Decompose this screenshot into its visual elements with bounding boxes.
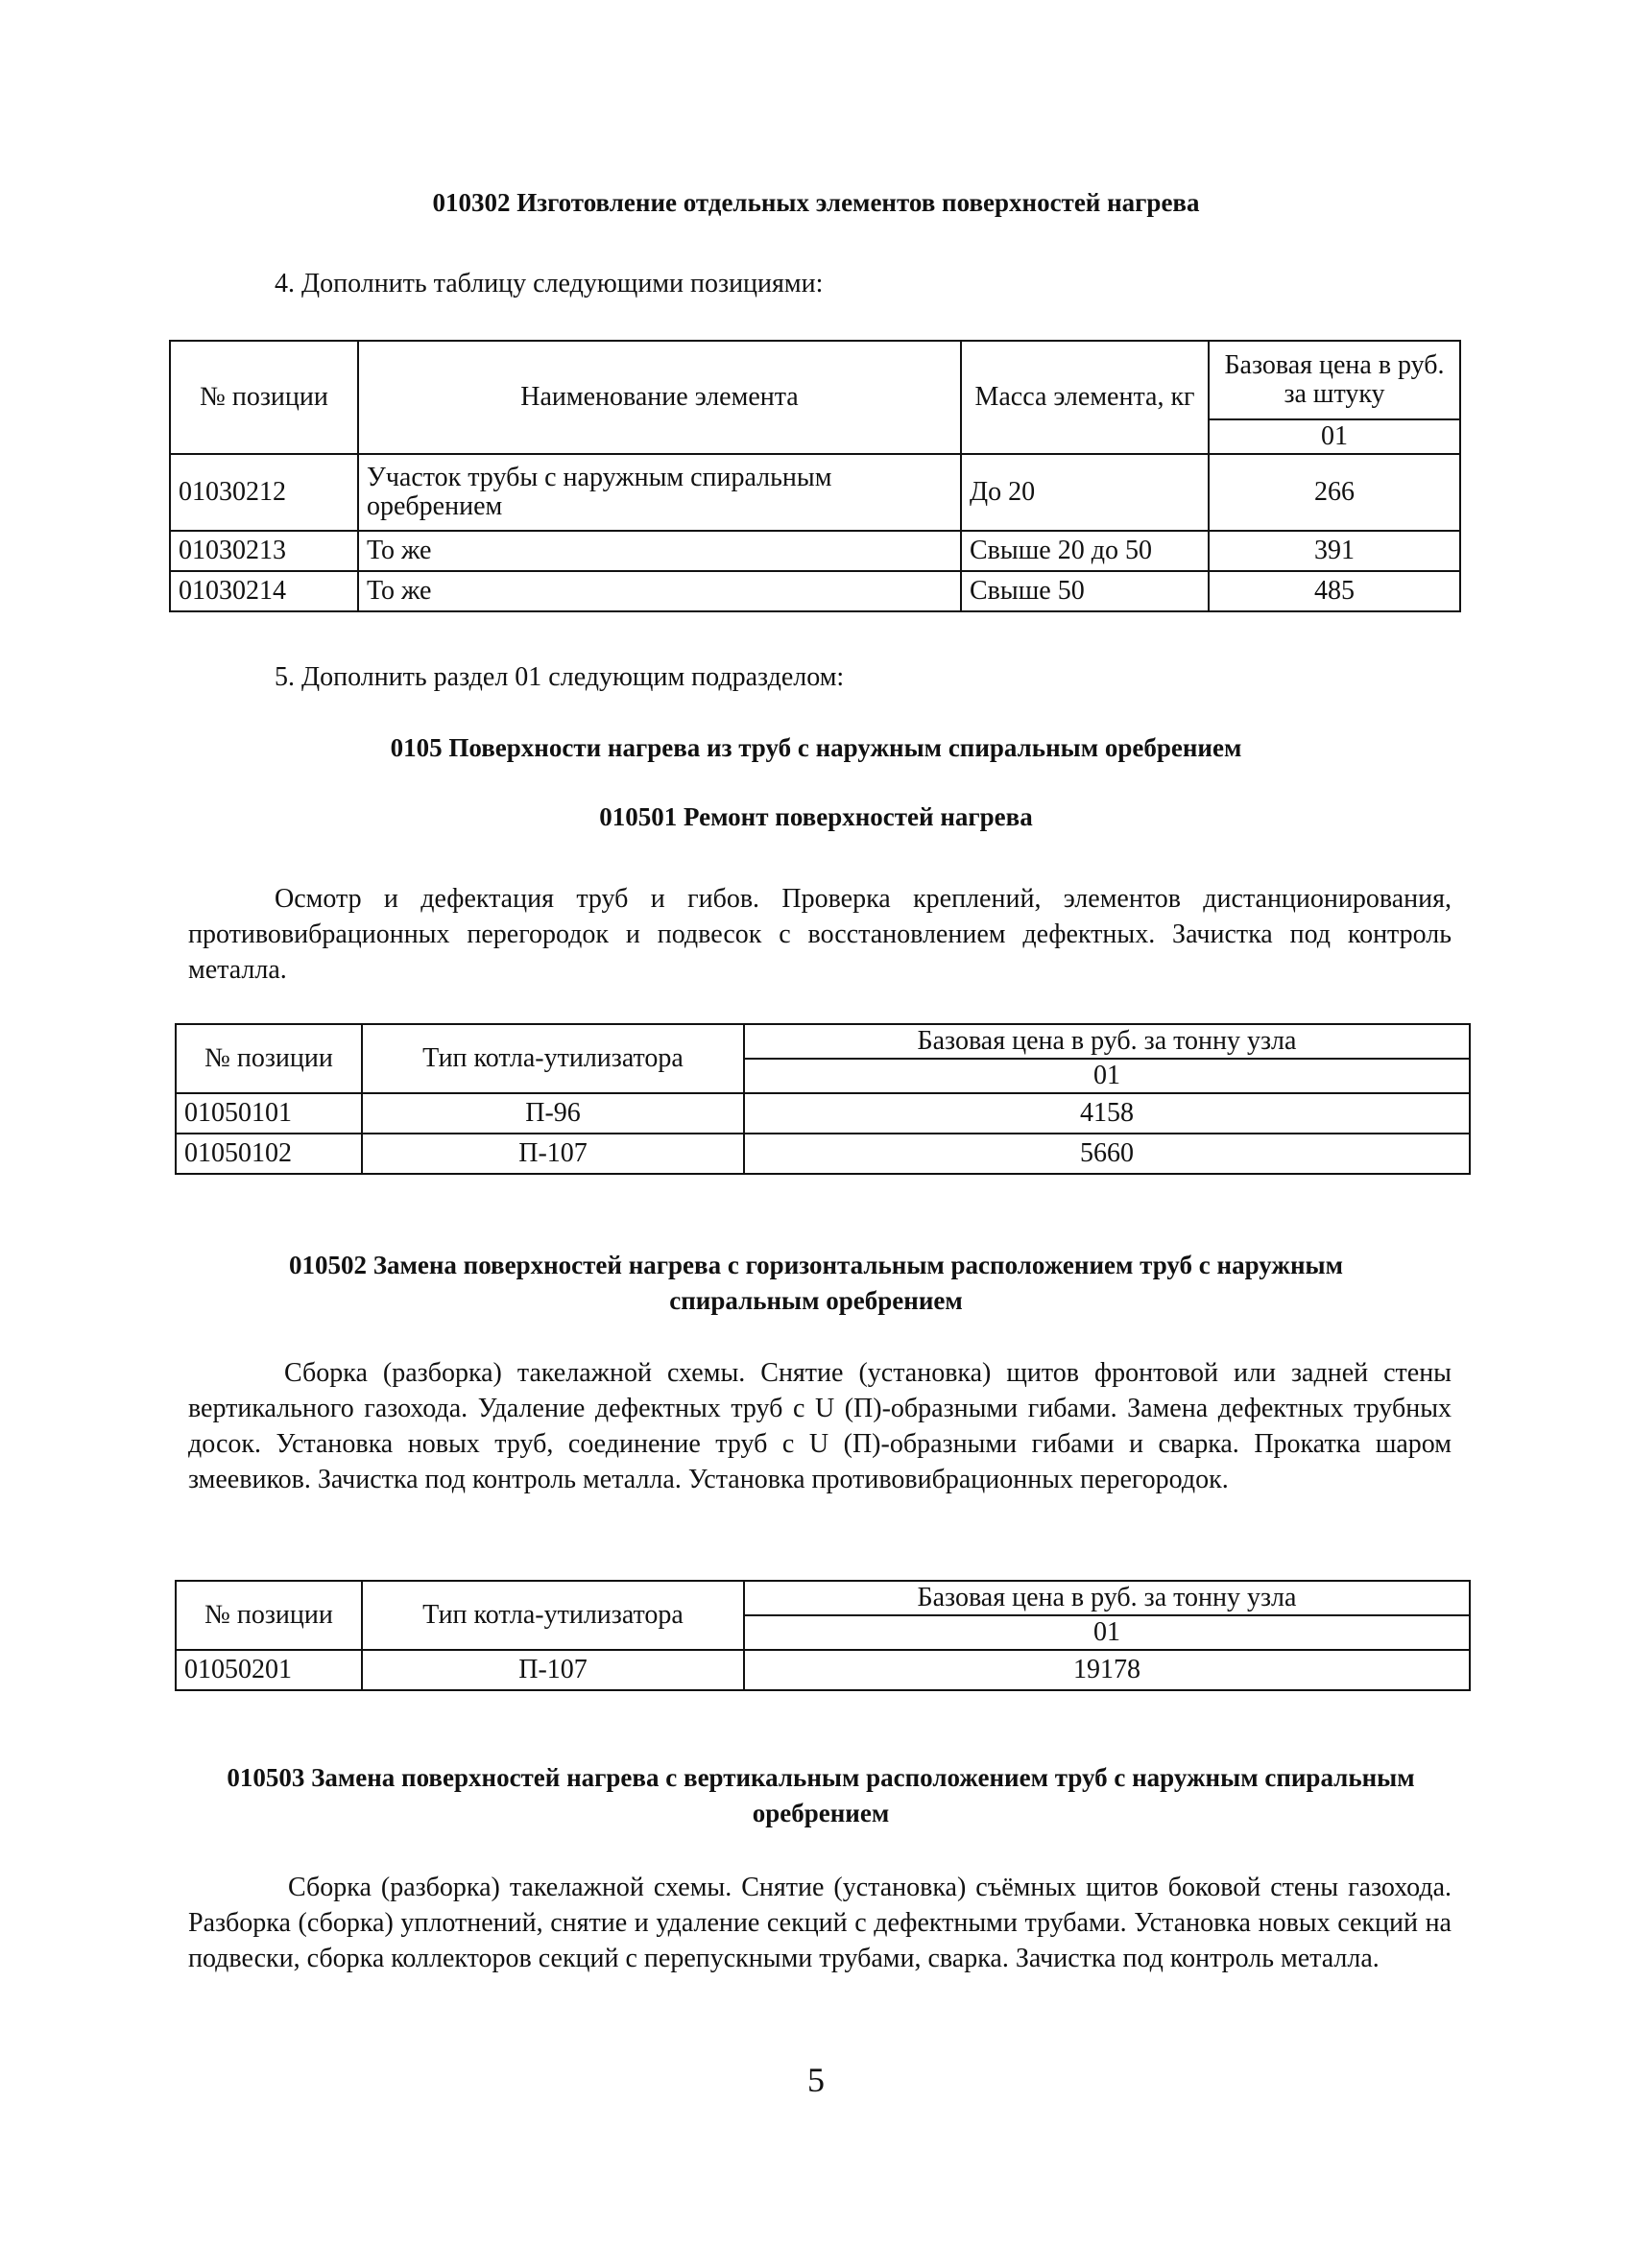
cell-boiler-type: П-107 xyxy=(362,1134,744,1174)
col-header-position: № позиции xyxy=(170,341,358,454)
cell-position: 01050201 xyxy=(176,1650,362,1690)
col-header-price: Базовая цена в руб. за тонну узла xyxy=(744,1581,1470,1615)
cell-mass: До 20 xyxy=(961,454,1209,531)
cell-price: 5660 xyxy=(744,1134,1470,1174)
cell-position: 01030214 xyxy=(170,571,358,611)
cell-price: 19178 xyxy=(744,1650,1470,1690)
cell-price: 4158 xyxy=(744,1093,1470,1134)
table-row xyxy=(176,1093,1470,1134)
cell-position: 01030212 xyxy=(170,454,358,531)
table-row xyxy=(176,1650,1470,1690)
cell-mass: Свыше 50 xyxy=(961,571,1209,611)
col-header-price-code: 01 xyxy=(744,1615,1470,1650)
col-header-price-code: 01 xyxy=(1209,419,1460,454)
section-heading-010302: 010302 Изготовление отдельных элементов поверхностей нагрева xyxy=(432,188,1200,217)
col-header-boiler-type: Тип котла-утилизатора xyxy=(362,1024,744,1093)
cell-boiler-type: П-107 xyxy=(362,1650,744,1690)
cell-element-name: Участок трубы с наружным спиральным оребрением xyxy=(358,454,961,531)
cell-boiler-type: П-96 xyxy=(362,1093,744,1134)
paragraph-010502: Сборка (разборка) такелажной схемы. Снятие (установка) щитов фронтовой или задней стены вертикального газохода. Удаление дефектных труб с U (П)-образными гибами. Замена дефектных трубных досок. Установка новых труб, соединение труб с U (П)-образными гибами и сварка. Прокатка шаром змеевиков. Зачистка под контроль металла. Установка противовибрационных перегородок. xyxy=(188,1358,1452,1494)
table-row xyxy=(176,1134,1470,1174)
paragraph-010501: Осмотр и дефектация труб и гибов. Проверка креплений, элементов дистанционирования, противовибрационных перегородок и подвесок с восстановлением дефектных. Зачистка под контроль металла. xyxy=(188,884,1452,985)
cell-mass: Свыше 20 до 50 xyxy=(961,531,1209,571)
col-header-position: № позиции xyxy=(176,1581,362,1650)
table-row xyxy=(170,454,1460,531)
instruction-item-4: 4. Дополнить таблицу следующими позициями: xyxy=(275,269,824,298)
page-number: 5 xyxy=(807,2061,825,2099)
cell-position: 01050101 xyxy=(176,1093,362,1134)
section-heading-010501: 010501 Ремонт поверхностей нагрева xyxy=(599,802,1033,831)
col-header-price: Базовая цена в руб. за тонну узла xyxy=(744,1024,1470,1059)
col-header-price-code: 01 xyxy=(744,1059,1470,1093)
col-header-boiler-type: Тип котла-утилизатора xyxy=(362,1581,744,1650)
table-row xyxy=(170,571,1460,611)
cell-price: 485 xyxy=(1209,571,1460,611)
col-header-position: № позиции xyxy=(176,1024,362,1093)
col-header-mass: Масса элемента, кг xyxy=(961,341,1209,454)
table-row xyxy=(170,531,1460,571)
table-elements xyxy=(169,340,1461,612)
table-repair-prices xyxy=(175,1023,1471,1175)
col-header-element-name: Наименование элемента xyxy=(358,341,961,454)
cell-position: 01030213 xyxy=(170,531,358,571)
section-heading-010503: 010503 Замена поверхностей нагрева с вертикальным расположением труб с наружным спиральным оребрением xyxy=(227,1763,1415,1827)
cell-element-name: То же xyxy=(358,531,961,571)
section-heading-010502: 010502 Замена поверхностей нагрева с горизонтальным расположением труб с наружным спиральным оребрением xyxy=(288,1251,1344,1315)
cell-price: 391 xyxy=(1209,531,1460,571)
paragraph-010503: Сборка (разборка) такелажной схемы. Снятие (установка) съёмных щитов боковой стены газохода. Разборка (сборка) уплотнений, снятие и удаление секций с дефектными трубами. Установка новых секций на подвески, сборка коллекторов секций с перепускными трубами, сварка. Зачистка под контроль металла. xyxy=(188,1873,1452,1973)
cell-element-name: То же xyxy=(358,571,961,611)
col-header-price: Базовая цена в руб. за штуку xyxy=(1209,341,1460,419)
cell-position: 01050102 xyxy=(176,1134,362,1174)
instruction-item-5: 5. Дополнить раздел 01 следующим подразделом: xyxy=(275,662,845,692)
table-horizontal-replacement-prices xyxy=(175,1580,1471,1691)
section-heading-0105: 0105 Поверхности нагрева из труб с наружным спиральным оребрением xyxy=(390,733,1242,762)
cell-price: 266 xyxy=(1209,454,1460,531)
